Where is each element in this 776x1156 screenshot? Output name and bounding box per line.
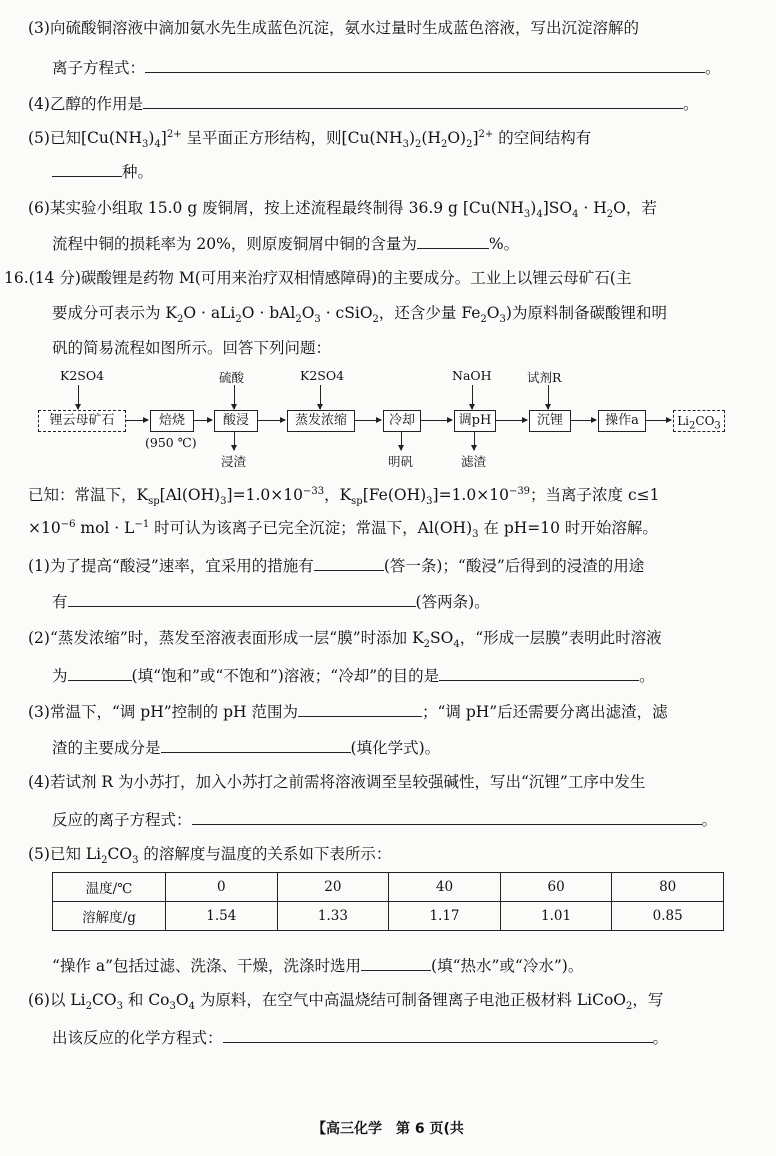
known-line2: $\times 10^{-6}$ mol · $L^{-1}$ 时可认为该离子已完全沉淀；常温下，$Al(OH)_3$ 在 pH=10 时开始溶解。 — [28, 518, 658, 541]
flow-box-adjust-ph: 调pH — [454, 410, 496, 432]
p3-line1: (3)常温下，“调 pH”控制的 pH 范围为 ；“调 pH”后还需要分离出滤渣，滤 — [28, 700, 668, 722]
arrow-down — [472, 385, 473, 409]
arrow-down — [474, 432, 475, 450]
q6-line2: 流程中铜的损耗率为 20%，则原废铜屑中铜的含量为 %。 — [52, 232, 519, 254]
arrow-right — [258, 420, 285, 421]
label-alum: 明矾 — [388, 454, 414, 469]
p3-blank-residue[interactable] — [161, 736, 351, 753]
q5-answer-blank[interactable] — [52, 160, 122, 177]
p2-blank-saturation[interactable] — [68, 664, 132, 681]
q5-line2: 种。 — [52, 160, 153, 182]
p5-line2: “操作 a”包括过滤、洗涤、干燥，洗涤时选用 (填“热水”或“冷水”)。 — [52, 954, 583, 976]
arrow-right — [571, 420, 596, 421]
flow-box-evaporate: 蒸发浓缩 — [287, 410, 355, 432]
p1-line2: 有 (答两条)。 — [52, 590, 490, 612]
table-row — [53, 873, 724, 902]
flow-box-roast: 焙烧 — [150, 410, 194, 432]
p3-line2: 渣的主要成分是 (填化学式)。 — [52, 736, 440, 758]
p5-line1: (5)已知 $Li_2CO_3$ 的溶解度与温度的关系如下表所示： — [28, 845, 392, 867]
table-cell: 1.33 — [277, 902, 389, 931]
q16-line3: 矾的简易流程如图所示。回答下列问题： — [52, 339, 332, 357]
flow-box-precipitate-li: 沉锂 — [529, 410, 571, 432]
arrow-down — [320, 385, 321, 409]
q4-answer-blank[interactable] — [143, 92, 683, 109]
p3-blank-ph-range[interactable] — [298, 700, 422, 717]
label-reagent-r: 试剂R — [527, 370, 562, 385]
table-cell: 0 — [166, 873, 278, 902]
label-k2so4-1: K2SO4 — [60, 368, 105, 383]
label-k2so4-2: K2SO4 — [300, 368, 345, 383]
table-cell: 60 — [500, 873, 612, 902]
p1-blank-uses[interactable] — [68, 590, 416, 607]
flow-box-operation-a: 操作a — [598, 410, 646, 432]
p2-line2: 为 (填“饱和”或“不饱和”)溶液；“冷却”的目的是 。 — [52, 664, 655, 686]
table-cell: 80 — [612, 873, 724, 902]
arrow-right — [355, 420, 381, 421]
p1-blank-measure[interactable] — [314, 554, 384, 571]
table-cell: 1.17 — [389, 902, 501, 931]
label-leach-residue: 浸渣 — [221, 454, 247, 469]
q5-line1: (5)已知$[Cu(NH_3)_4]^{2+}$ 呈平面正方形结构，则$[Cu(NH_3)_2(H_2O)_2]^{2+}$ 的空间结构有 — [28, 128, 592, 151]
q6-line1: (6)某实验小组取 15.0 g 废铜屑，按上述流程最终制得 36.9 g $[Cu(NH_3)_4]SO_4 \cdot H_2O$，若 — [28, 199, 657, 221]
arrow-down — [78, 385, 79, 409]
table-header-cell: 温度/℃ — [53, 873, 166, 902]
arrow-right — [646, 420, 671, 421]
table-cell: 20 — [277, 873, 389, 902]
arrow-down — [234, 385, 235, 409]
label-sulfuric-acid: 硫酸 — [219, 370, 245, 385]
label-roast-temp: (950 ℃) — [145, 435, 197, 450]
arrow-down — [548, 385, 549, 409]
label-naoh: NaOH — [452, 368, 492, 383]
page-footer: 【高三化学 第 6 页(共 — [312, 1121, 464, 1137]
q16-line2: 要成分可表示为 $K_2O \cdot aLi_2O \cdot bAl_2O_3$ · cSiO$_2$，还含少量 $Fe_2O_3$)为原料制备碳酸锂和明 — [52, 304, 667, 326]
solubility-table — [52, 872, 724, 931]
p4-line1: (4)若试剂 R 为小苏打，加入小苏打之前需将溶液调至呈较强碱性，写出“沉锂”工序中发生 — [28, 773, 646, 791]
table-cell: 0.85 — [612, 902, 724, 931]
table-cell: 1.54 — [166, 902, 278, 931]
p1-line1: (1)为了提高“酸浸”速率，宜采用的措施有 (答一条)；“酸浸”后得到的浸渣的用途 — [28, 554, 644, 576]
flow-box-acid-leach: 酸浸 — [214, 410, 258, 432]
q16-line1: 16.(14 分)碳酸锂是药物 M(可用来治疗双相情感障碍)的主要成分。工业上以锂云母矿石(主 — [4, 269, 632, 287]
arrow-down — [234, 432, 235, 450]
q3-line1: (3)向硫酸铜溶液中滴加氨水先生成蓝色沉淀，氨水过量时生成蓝色溶液，写出沉淀溶解的 — [28, 19, 639, 37]
arrow-down — [401, 432, 402, 450]
known-line1: 已知：常温下，$K_{sp}[Al(OH)_3]=1.0\times 10^{-33}$，$K_{sp}[Fe(OH)_3]=1.0\times 10^{-39}$；当离子浓度 c≤1 — [28, 485, 660, 508]
p6-line2: 出该反应的化学方程式： 。 — [52, 1026, 668, 1048]
p6-line1: (6)以 $Li_2CO_3$ 和 $Co_3O_4$ 为原料，在空气中高温烧结可制备锂离子电池正极材料 LiCoO$_2$，写 — [28, 991, 664, 1013]
arrow-right — [496, 420, 527, 421]
table-header-cell: 溶解度/g — [53, 902, 166, 931]
p2-blank-cooling-purpose[interactable] — [439, 664, 639, 681]
label-filter-residue: 滤渣 — [461, 454, 487, 469]
flow-box-ore: 锂云母矿石 — [38, 410, 126, 432]
p5-answer-blank[interactable] — [361, 954, 431, 971]
q3-answer-blank[interactable] — [145, 56, 705, 73]
q4-line: (4)乙醇的作用是 。 — [28, 92, 698, 114]
flow-box-li2co3: $Li_2CO_3$ — [673, 410, 725, 432]
p4-line2: 反应的离子方程式： 。 — [52, 808, 717, 830]
arrow-right — [421, 420, 452, 421]
flow-box-cool: 冷却 — [383, 410, 421, 432]
arrow-right — [126, 420, 148, 421]
p4-answer-blank[interactable] — [192, 808, 702, 825]
p2-line1: (2)“蒸发浓缩”时，蒸发至溶液表面形成一层“膜”时添加 $K_2SO_4$，“形成一层膜”表明此时溶液 — [28, 629, 662, 651]
table-cell: 1.01 — [500, 902, 612, 931]
q6-answer-blank[interactable] — [417, 232, 489, 249]
q3-line2: 离子方程式： 。 — [52, 56, 721, 78]
p6-answer-blank[interactable] — [223, 1026, 653, 1043]
arrow-right — [194, 420, 212, 421]
table-cell: 40 — [389, 873, 501, 902]
table-row — [53, 902, 724, 931]
